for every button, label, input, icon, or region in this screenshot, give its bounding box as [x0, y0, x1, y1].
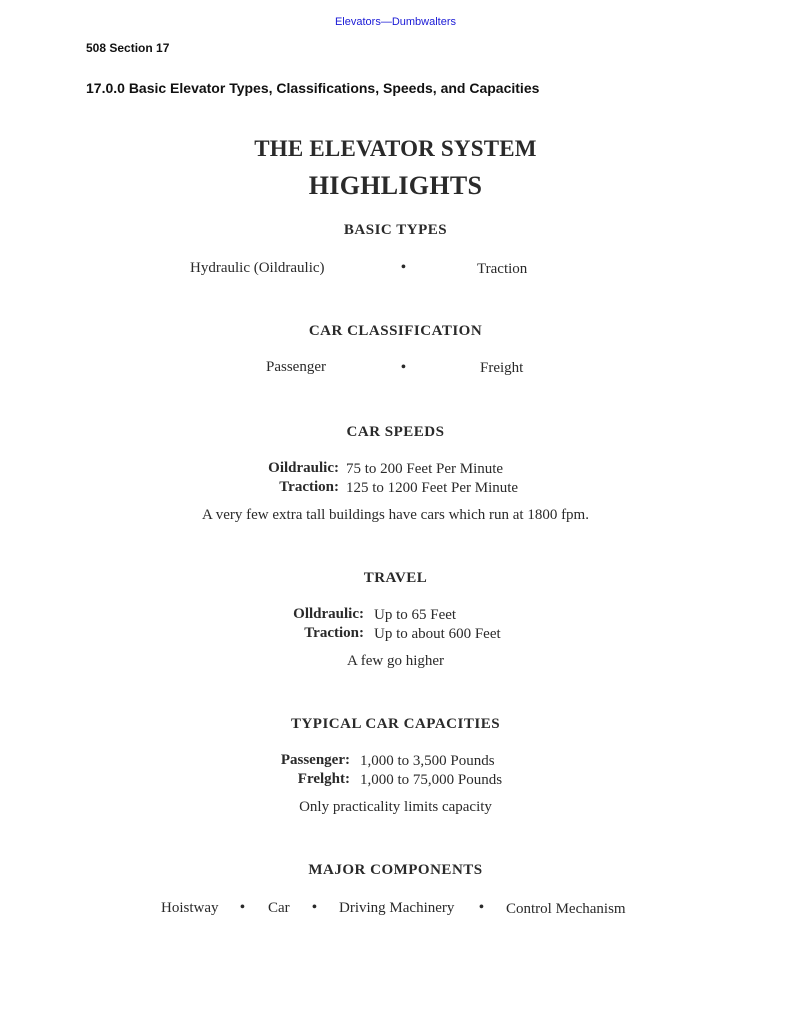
- basic-type-traction: Traction: [477, 261, 528, 277]
- speed-value-oildraulic: 75 to 200 Feet Per Minute: [346, 461, 504, 477]
- capacities-heading: TYPICAL CAR CAPACITIES: [290, 716, 501, 732]
- running-head-link[interactable]: Elevators—Dumbwalters: [334, 16, 457, 28]
- speed-note: A very few extra tall buildings have cars which run at 1800 fpm.: [202, 507, 589, 523]
- travel-value-oildraulic: Up to 65 Feet: [374, 607, 457, 623]
- travel-note: A few go higher: [346, 653, 445, 669]
- bullet-separator: •: [240, 900, 245, 915]
- speed-label-oildraulic: Oildraulic:: [268, 460, 339, 476]
- basic-type-hydraulic: Hydraulic (Oildraulic): [190, 260, 325, 276]
- travel-value-traction: Up to about 600 Feet: [374, 626, 501, 642]
- travel-heading: TRAVEL: [363, 570, 428, 586]
- basic-types-heading: BASIC TYPES: [343, 222, 448, 238]
- travel-label-traction: Traction:: [304, 625, 364, 641]
- figure-title: THE ELEVATOR SYSTEM: [254, 136, 537, 161]
- classification-freight: Freight: [480, 360, 524, 376]
- capacity-label-passenger: Passenger:: [280, 752, 350, 768]
- page-section-label: 508 Section 17: [86, 41, 170, 55]
- capacity-note: Only practicality limits capacity: [299, 799, 492, 815]
- travel-label-oildraulic: Olldraulic:: [293, 606, 364, 622]
- speed-label-traction: Traction:: [279, 479, 339, 495]
- component-hoistway: Hoistway: [161, 900, 219, 916]
- classification-passenger: Passenger: [266, 359, 326, 375]
- capacity-value-passenger: 1,000 to 3,500 Pounds: [360, 753, 495, 769]
- components-heading: MAJOR COMPONENTS: [308, 862, 483, 878]
- speed-value-traction: 125 to 1200 Feet Per Minute: [346, 480, 519, 496]
- car-speeds-heading: CAR SPEEDS: [346, 424, 445, 440]
- figure-subtitle: HIGHLIGHTS: [308, 171, 483, 200]
- component-car: Car: [268, 900, 290, 916]
- bullet-separator: •: [479, 900, 484, 915]
- bullet-separator: •: [401, 360, 406, 375]
- section-title: 17.0.0 Basic Elevator Types, Classifications, Speeds, and Capacities: [86, 80, 540, 96]
- bullet-separator: •: [312, 900, 317, 915]
- component-control-mechanism: Control Mechanism: [506, 901, 626, 917]
- bullet-separator: •: [401, 260, 406, 275]
- capacity-label-freight: Frelght:: [297, 771, 350, 787]
- capacity-value-freight: 1,000 to 75,000 Pounds: [360, 772, 503, 788]
- component-driving-machinery: Driving Machinery: [339, 900, 455, 916]
- car-classification-heading: CAR CLASSIFICATION: [308, 323, 483, 339]
